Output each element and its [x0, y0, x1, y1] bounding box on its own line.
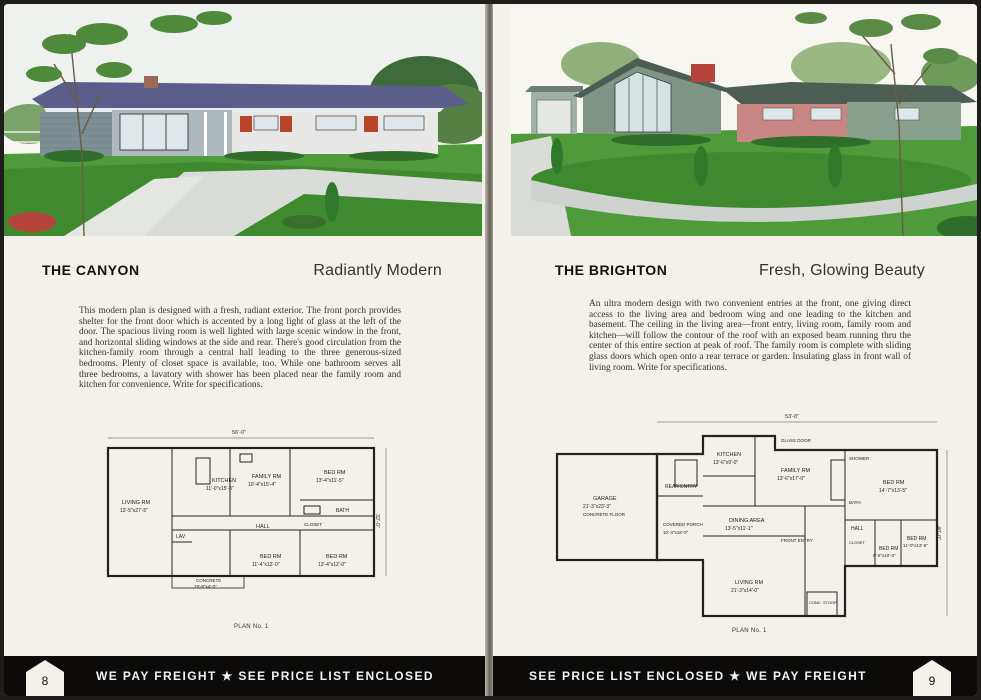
footer-text: WE PAY FREIGHT ★ SEE PRICE LIST ENCLOSED — [96, 669, 434, 683]
model-name: THE CANYON — [42, 262, 140, 278]
canyon-title-row — [42, 262, 442, 280]
room-kitchen-size: 11'-0"x15'-3" — [206, 486, 234, 492]
plan-dim-width: 53'-8" — [785, 414, 800, 420]
brighton-title-row — [555, 262, 925, 280]
page-number-tab — [909, 656, 955, 696]
room-kitchen-size: 13'-6"x9'-0" — [713, 460, 739, 466]
glass-door-label: GLASS DOOR — [781, 438, 811, 443]
brighton-house-illustration — [511, 4, 977, 236]
room-bed1-label: BED RM — [883, 480, 905, 486]
page-number: 8 — [41, 674, 49, 688]
model-name: THE BRIGHTON — [555, 262, 668, 278]
rear-entry-label: REAR ENTRY — [665, 484, 698, 490]
room-bed1-label: BED RM — [324, 470, 346, 476]
plan-dim-depth: 40'-0" — [935, 526, 941, 541]
page-9 — [493, 4, 977, 696]
room-lav-label: LAV — [176, 534, 186, 540]
room-hall-label: HALL — [256, 524, 270, 530]
page-8 — [4, 4, 487, 696]
room-closet-label: CLOSET — [849, 540, 866, 545]
brighton-floor-plan — [545, 416, 957, 624]
model-tagline: Radiantly Modern — [313, 262, 442, 279]
footer-bar — [493, 656, 977, 696]
shower-label: SHOWER — [849, 456, 870, 461]
room-bed2-label: BED RM — [879, 546, 899, 552]
room-dining-label: DINING AREA — [729, 518, 765, 524]
page-number-tab — [22, 656, 68, 696]
room-bed2-label: BED RM — [260, 554, 282, 560]
room-family-size: 13'-6"x17'-0" — [777, 476, 805, 482]
plan-label: PLAN No. 1 — [732, 628, 767, 634]
footer-text: SEE PRICE LIST ENCLOSED ★ WE PAY FREIGHT — [529, 669, 867, 683]
room-bed2-size: 11'-4"x12'-0" — [252, 562, 280, 568]
room-garage-size: 21'-3"x23'-3" — [583, 504, 611, 510]
room-family-label: FAMILY RM — [781, 468, 811, 474]
plan-dim-depth: 32'-0" — [374, 514, 380, 529]
room-garage-label: GARAGE — [593, 496, 617, 502]
room-dining-size: 13'-5"x11'-1" — [725, 526, 753, 532]
room-porch-label: COVERED PORCH — [663, 522, 703, 527]
room-bed3-label: BED RM — [907, 536, 927, 542]
porch-label: CONCRETE — [196, 578, 222, 583]
stoop-label: CONC. STOOP — [809, 600, 837, 605]
room-family-label: FAMILY RM — [252, 474, 282, 480]
room-bed3-size: 11'-0"x13'-5" — [903, 543, 928, 548]
room-living-label: LIVING RM — [122, 500, 151, 506]
room-kitchen-label: KITCHEN — [212, 478, 237, 484]
plan-dim-width: 56'-0" — [232, 430, 247, 436]
room-living-size: 21'-3"x14'-0" — [731, 588, 759, 594]
model-tagline: Fresh, Glowing Beauty — [758, 262, 925, 279]
model-description: An ultra modern design with two convenient entries at the front, one giving direct access to the living area and bedroom wing and one leading to the kitchen and basement. The ceiling in the living area—front entry, living room, family room and kitchen—will follow the contour of the roof with an exposed beam running thru the center of this entire section at peak of roof. The family room is complete with sliding glass doors which open onto a rear terrace or garden. Insulating glass in front wall of living room. Write for specifications. — [589, 299, 911, 373]
room-bath-label: BATH — [849, 500, 861, 505]
room-bed3-size: 13'-4"x12'-0" — [318, 562, 346, 568]
plan-label: PLAN No. 1 — [234, 624, 269, 630]
room-bed1-size: 13'-4"x11'-5" — [316, 478, 344, 484]
canyon-floor-plan — [100, 430, 400, 612]
room-bath-label: BATH — [336, 508, 349, 514]
room-garage-floor: CONCRETE FLOOR — [583, 512, 626, 517]
page-number: 9 — [928, 674, 936, 688]
model-description: This modern plan is designed with a fresh, radiant exterior. The front porch provides shelter for the front door which is accented by a long light of glass at the left of the door. The spacious living room is well lighted with large scenic window in the front, and horizontal sliding windows at the side and rear. There's good circulation from the kitchen-family room through a central hall leading to the three generous-sized bedrooms. Plenty of closet space is available, too. While one bathroom serves all three bedrooms, a lavatory with shower has been placed near the family room and kitchen for convenience. Write for specifications. — [79, 306, 401, 391]
front-entry-label: FRONT ENTRY — [781, 538, 813, 543]
room-bed2-size: 9'-5"x10'-0" — [873, 553, 896, 558]
room-living-label: LIVING RM — [735, 580, 764, 586]
footer-bar — [4, 656, 487, 696]
porch-size: 19'-8"x4'-0" — [194, 584, 217, 589]
canyon-house-illustration — [4, 4, 482, 236]
room-bed1-size: 14'-7"x13'-5" — [879, 488, 907, 494]
room-bed3-label: BED RM — [326, 554, 348, 560]
room-family-size: 10'-4"x15'-4" — [248, 482, 276, 488]
room-closet-label: CLOSET — [304, 522, 323, 527]
room-kitchen-label: KITCHEN — [717, 452, 742, 458]
room-hall-label: HALL — [851, 526, 864, 532]
room-living-size: 13'-5"x27'-5" — [120, 508, 148, 514]
room-porch-size: 10'-4"x18'-0" — [663, 530, 689, 535]
